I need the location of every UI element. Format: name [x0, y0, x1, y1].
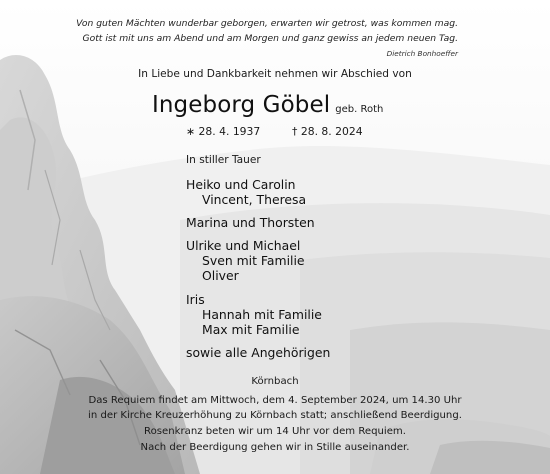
intro-text: In Liebe und Dankbarkeit nehmen wir Abschied von [138, 68, 412, 80]
deceased-heading [152, 92, 383, 118]
family-head: Marina und Thorsten [186, 215, 315, 230]
family-member: Oliver [202, 268, 239, 283]
other-relatives: sowie alle Angehörigen [186, 345, 331, 360]
quote-line-1: Von guten Mächten wunderbar geborgen, erwarten wir getrost, was kommen mag. [76, 18, 458, 29]
quote-line-2: Gott ist mit uns am Abend und am Morgen und ganz gewiss an jedem neuen Tag. [82, 33, 458, 44]
mourners-intro: In stiller Tauer [186, 154, 261, 166]
family-head: Ulrike und Michael [186, 238, 301, 253]
family-member: Vincent, Theresa [202, 192, 307, 207]
death-date: † 28. 8. 2024 [292, 125, 363, 138]
family-member: Max mit Familie [202, 322, 300, 337]
family-member: Hannah mit Familie [202, 307, 322, 322]
service-info-line: Nach der Beerdigung gehen wir in Stille auseinander. [140, 442, 410, 453]
service-info-line: in der Kirche Kreuzerhöhung zu Körnbach statt; anschließend Beerdigung. [88, 410, 462, 421]
birth-date: ∗ 28. 4. 1937 [186, 125, 261, 138]
quote-author: Dietrich Bonhoeffer [386, 49, 458, 58]
deceased-birth-name: geb. Roth [335, 104, 384, 115]
deceased-name: Ingeborg Göbel [152, 92, 331, 118]
family-head: Heiko und Carolin [186, 177, 296, 192]
family-head: Iris [186, 292, 205, 307]
service-info-line: Rosenkranz beten wir um 14 Uhr vor dem Requiem. [144, 426, 406, 437]
service-info-line: Das Requiem findet am Mittwoch, dem 4. September 2024, um 14.30 Uhr [88, 395, 462, 406]
family-member: Sven mit Familie [202, 253, 305, 268]
place-name: Körnbach [251, 376, 299, 387]
